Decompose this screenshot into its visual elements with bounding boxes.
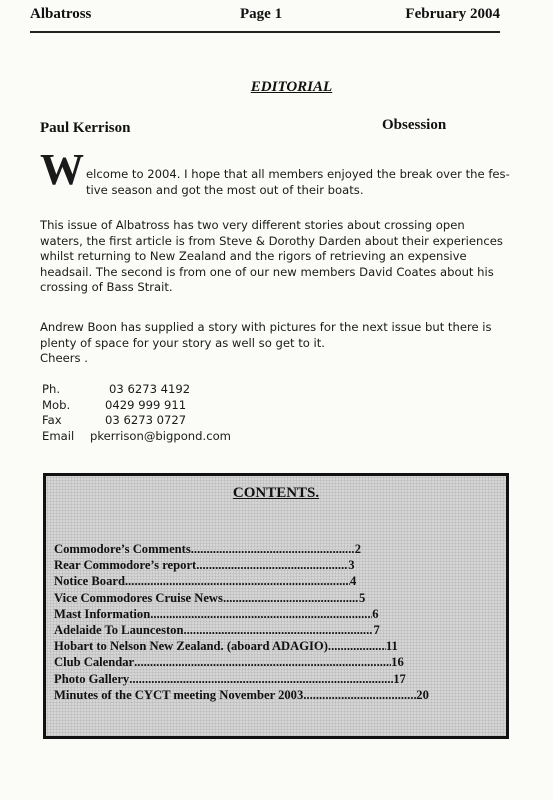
sign-off: Cheers . [40, 351, 88, 365]
toc-title: Notice Board [54, 574, 125, 589]
contact-details [42, 382, 342, 444]
toc-title: Mast Information [54, 606, 151, 621]
contents-box [43, 473, 509, 739]
contact-row-email [42, 429, 342, 445]
toc-page: 2 [354, 542, 362, 556]
contact-row-mobile [42, 398, 342, 414]
toc-title: Photo Gallery [54, 671, 130, 686]
paragraph-1-text: elcome to 2004. I hope that all members enjoyed the break over the fes- tive season and got the most out of their boats. [86, 167, 510, 197]
contact-label: Mob. [42, 397, 71, 412]
toc-item [54, 607, 494, 623]
contact-label: Ph. [42, 382, 61, 396]
toc-item [54, 574, 494, 590]
editorial-paragraph-2: This issue of Albatross has two very different stories about crossing open waters, the first article is from Steve & Dorothy Darden about their experiences whilst returning to New Zealand and the rigors of retrieving an expensive headsail. The second is from one of our new members David Coates about his crossing of Bass Strait. [40, 218, 503, 294]
toc-title: Vice Commodores Cruise News [54, 590, 223, 605]
contents-title: CONTENTS. [232, 485, 320, 501]
toc-page: 7 [373, 622, 380, 637]
paragraph-3-text: Andrew Boon has supplied a story with pictures for the next issue but there is plenty of space for your story as well so get to it. [40, 320, 492, 350]
toc-title: Commodore’s Comments [54, 542, 191, 556]
contact-row-fax [42, 413, 342, 429]
toc-page: 20 [416, 687, 429, 702]
header-rule [30, 31, 500, 33]
toc-item [54, 655, 494, 671]
contact-row-phone [42, 382, 342, 398]
contact-value: 03 6273 4192 [109, 382, 191, 396]
toc-page: 17 [393, 671, 406, 686]
editorial-topic: Obsession [382, 117, 447, 133]
toc-title: Rear Commodore’s report [54, 558, 197, 573]
drop-cap: W [40, 145, 84, 194]
toc-page: 3 [348, 558, 355, 573]
editorial-title: EDITORIAL [250, 79, 333, 95]
toc-item [54, 639, 494, 655]
toc-page: 4 [350, 574, 357, 589]
toc-page: 6 [372, 606, 379, 621]
toc-item [54, 558, 494, 574]
contact-value: 0429 999 911 [105, 397, 187, 412]
page-header [30, 6, 500, 28]
toc-page: 5 [358, 590, 366, 605]
contact-value: 03 6273 0727 [105, 413, 187, 427]
toc-page: 11 [385, 639, 398, 654]
toc-item [54, 672, 494, 688]
editorial-paragraph-3 [40, 320, 510, 367]
newsletter-name: Albatross [30, 6, 92, 22]
toc-item [54, 591, 494, 607]
contents-list [54, 542, 494, 704]
toc-item [54, 542, 494, 558]
toc-item [54, 688, 494, 704]
toc-item [54, 623, 494, 639]
editorial-author: Paul Kerrison [40, 120, 131, 136]
toc-title: Adelaide To Launceston [54, 622, 184, 637]
email-address: pkerrison@bigpond.com [90, 428, 231, 443]
toc-title: Club Calendar [54, 655, 135, 670]
toc-page: 16 [391, 655, 404, 670]
editorial-paragraph-1 [40, 145, 510, 198]
page-number: Page 1 [240, 6, 283, 22]
toc-title: Minutes of the CYCT meeting November 2003 [54, 687, 304, 702]
contact-label: Email [42, 428, 75, 443]
toc-title: Hobart to Nelson New Zealand. (aboard ADAGIO) [54, 639, 328, 654]
contact-label: Fax [42, 413, 62, 427]
issue-date: February 2004 [405, 6, 500, 22]
